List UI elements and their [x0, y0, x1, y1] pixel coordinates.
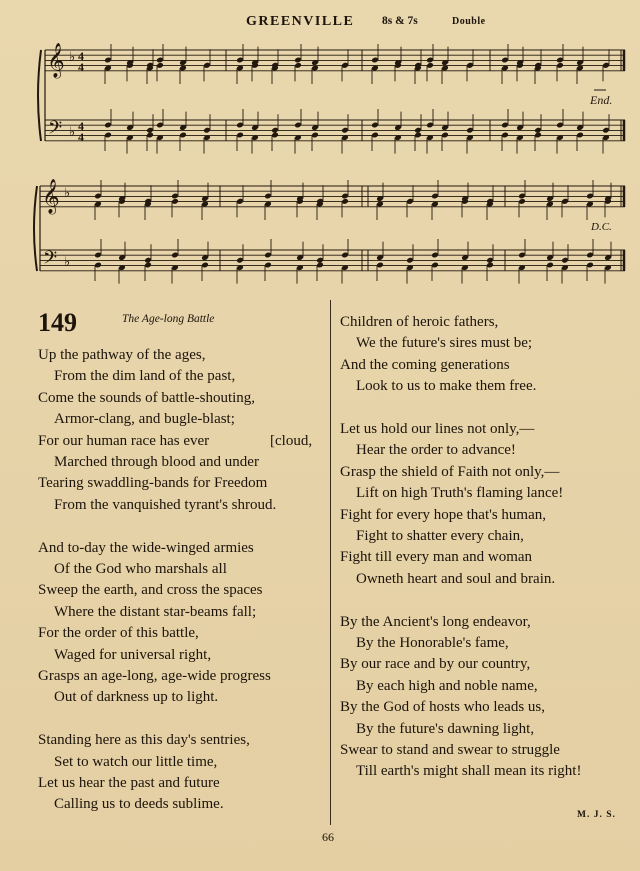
double-marker: Double: [452, 16, 486, 27]
hymn-line: Hear the order to advance!: [356, 442, 516, 459]
hymn-line: Of the God who marshals all: [54, 561, 227, 577]
hymn-line: Let us hold our lines not only,—: [340, 421, 535, 437]
treble-clef-icon: 𝄞: [42, 179, 60, 214]
author-initials: M. J. S.: [577, 810, 616, 820]
time-signature-bottom: 4: [78, 130, 84, 144]
hymn-line: Where the distant star-beams fall;: [54, 603, 257, 620]
hymn-line: By the Honorable's fame,: [356, 635, 509, 651]
hymn-line: Fight to shatter every chain,: [356, 528, 524, 544]
system-brace: [38, 50, 41, 141]
hymn-line: Fight till every man and woman: [340, 549, 533, 566]
hymn-line: Marched through blood and under: [54, 454, 259, 470]
music-score: [0, 36, 640, 298]
hymn-title: The Age-long Battle: [122, 313, 215, 325]
flat-icon: ♭: [64, 186, 71, 201]
hymn-line: For our human race has ever: [38, 432, 210, 449]
flat-icon: ♭: [69, 50, 76, 65]
flat-icon: ♭: [69, 125, 76, 140]
hymn-line: Till earth's might shall mean its right!: [356, 763, 582, 780]
hymn-line: By our race and by our country,: [340, 656, 531, 673]
hymn-line: Set to watch our little time,: [54, 753, 218, 770]
system-brace: [34, 186, 37, 271]
hymn-line: Out of darkness up to light.: [54, 689, 219, 706]
tune-header: [0, 14, 640, 34]
time-signature-top: 4: [78, 119, 84, 133]
hymn-line: Come the sounds of battle-shouting,: [38, 389, 256, 406]
hymn-line: Children of heroic fathers,: [340, 314, 499, 330]
hymn-line: Waged for universal right,: [54, 646, 212, 663]
column-divider: [330, 300, 331, 825]
hymn-line: Calling us to deeds sublime.: [54, 796, 224, 813]
hymn-line: And to-day the wide-winged armies: [38, 539, 254, 556]
time-signature-top: 4: [78, 49, 84, 63]
end-marker: End.: [590, 93, 613, 107]
hymn-line: By the Ancient's long endeavor,: [340, 613, 531, 630]
hymn-line: Armor-clang, and bugle-blast;: [54, 411, 235, 428]
hymn-line: From the dim land of the past,: [54, 368, 236, 385]
hymn-line: Fight for every hope that's human,: [340, 506, 546, 523]
hymn-line: Swear to stand and swear to struggle: [340, 742, 560, 758]
hymn-number: 149: [38, 308, 77, 337]
hymn-line: And the coming generations: [340, 356, 510, 373]
hymn-line: By the future's dawning light,: [356, 720, 535, 737]
hymn-line: Look to us to make them free.: [356, 378, 537, 395]
hymn-line: From the vanquished tyrant's shroud.: [54, 496, 277, 513]
hymn-line: Sweep the earth, and cross the spaces: [38, 582, 263, 599]
hymn-line: Grasps an age-long, age-wide progress: [38, 668, 271, 684]
hymn-line: Owneth heart and soul and brain.: [356, 570, 556, 587]
hymn-line: We the future's sires must be;: [356, 335, 533, 352]
bass-clef-icon: 𝄢: [48, 118, 63, 143]
treble-clef-icon: 𝄞: [47, 43, 65, 78]
hymn-line: For the order of this battle,: [38, 625, 199, 642]
time-signature-bottom: 4: [78, 60, 84, 74]
tune-name: GREENVILLE: [246, 14, 355, 29]
bass-clef-icon: 𝄢: [43, 248, 58, 273]
hymn-line: Lift on high Truth's flaming lance!: [356, 485, 564, 502]
page-number: 66: [322, 830, 334, 844]
cloud-word: [cloud,: [270, 433, 313, 449]
hymn-line: Tearing swaddling-bands for Freedom: [38, 475, 268, 492]
hymn-line: Let us hear the past and future: [38, 775, 220, 791]
hymn-line: Up the pathway of the ages,: [38, 347, 206, 363]
hymn-line: Grasp the shield of Faith not only,—: [340, 463, 560, 480]
dc-marker: D.C.: [591, 221, 612, 233]
hymn-line: Standing here as this day's sentries,: [38, 732, 250, 749]
flat-icon: ♭: [64, 255, 71, 270]
meter: 8s & 7s: [382, 15, 418, 27]
hymn-line: By the God of hosts who leads us,: [340, 699, 545, 716]
hymn-line: By each high and noble name,: [356, 677, 538, 694]
